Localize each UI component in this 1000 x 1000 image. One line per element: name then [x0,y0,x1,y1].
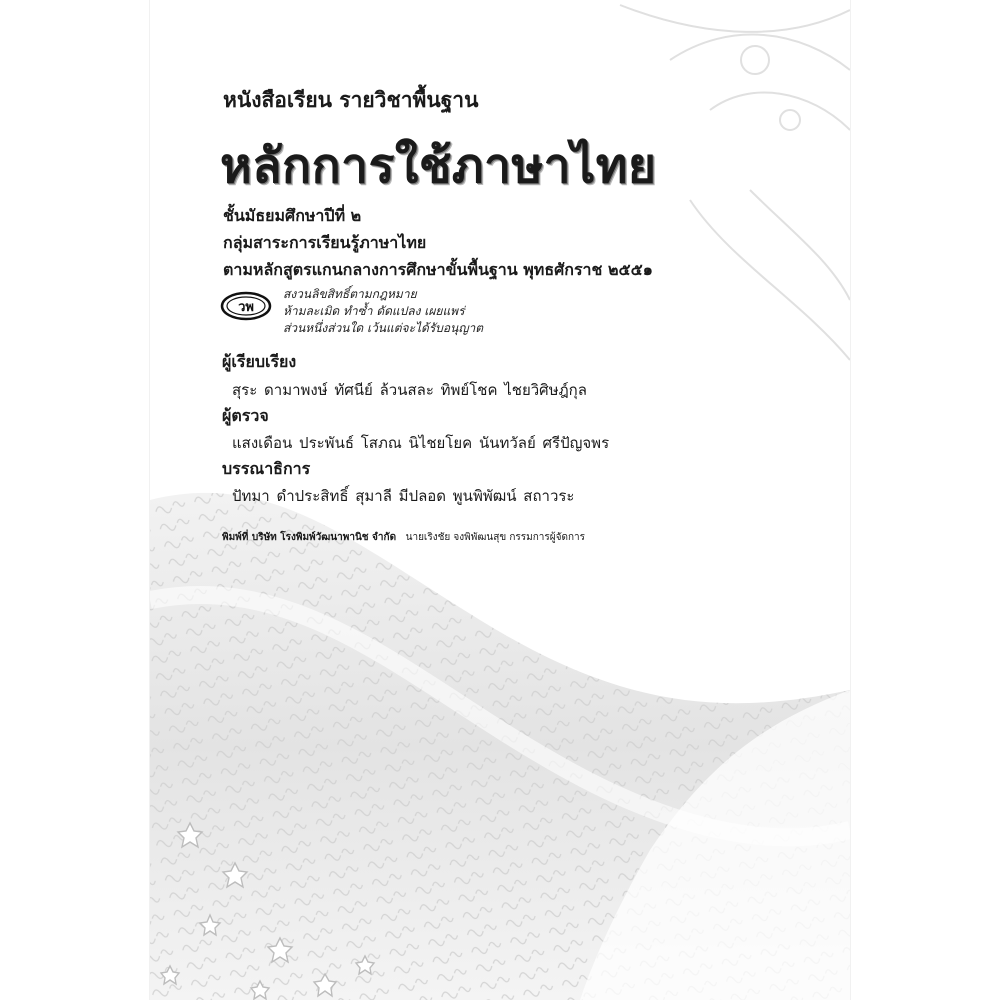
publisher-logo [220,291,272,321]
compilers-names: สุระ ดามาพงษ์ ทัศนีย์ ล้วนสละ ทิพย์โชค ไชยวิศิษฎ์กุล [232,381,587,399]
editors-heading: บรรณาธิการ [222,459,311,478]
grade-level: ชั้นมัธยมศึกษาปีที่ ๒ [223,206,362,225]
learning-area: กลุ่มสาระการเรียนรู้ภาษาไทย [223,233,427,252]
compilers-heading: ผู้เรียบเรียง [222,352,297,371]
subject-heading: หนังสือเรียน รายวิชาพื้นฐาน [223,88,479,112]
copyright-line-3: ส่วนหนึ่งส่วนใด เว้นแต่จะได้รับอนุญาต [283,321,484,335]
book-title-page [150,0,850,1000]
curriculum-line: ตามหลักสูตรแกนกลางการศึกษาขั้นพื้นฐาน พุทธศักราช ๒๕๕๑ [223,260,653,279]
printer-info [222,530,585,545]
svg-text:วพ: วพ [238,300,254,315]
reviewers-names: แสงเดือน ประพันธ์ โสภณ นิไชยโยค นันทวัลย์ ศรีปัญจพร [232,434,610,452]
printer-company: พิมพ์ที่ บริษัท โรงพิมพ์วัฒนาพานิช จำกัด [222,532,397,543]
printer-manager: นายเริงชัย จงพิพัฒนสุข กรรมการผู้จัดการ [405,532,586,543]
reviewers-heading: ผู้ตรวจ [222,406,269,425]
copyright-line-1: สงวนลิขสิทธิ์ตามกฎหมาย [283,287,417,301]
editors-names: ปัทมา ดำประสิทธิ์ สุมาลี มีปลอด พูนพิพัฒน์ สถาวระ [232,487,575,505]
copyright-line-2: ห้ามละเมิด ทำซ้ำ ดัดแปลง เผยแพร่ [283,304,465,318]
book-title: หลักการใช้ภาษาไทย [220,138,657,194]
